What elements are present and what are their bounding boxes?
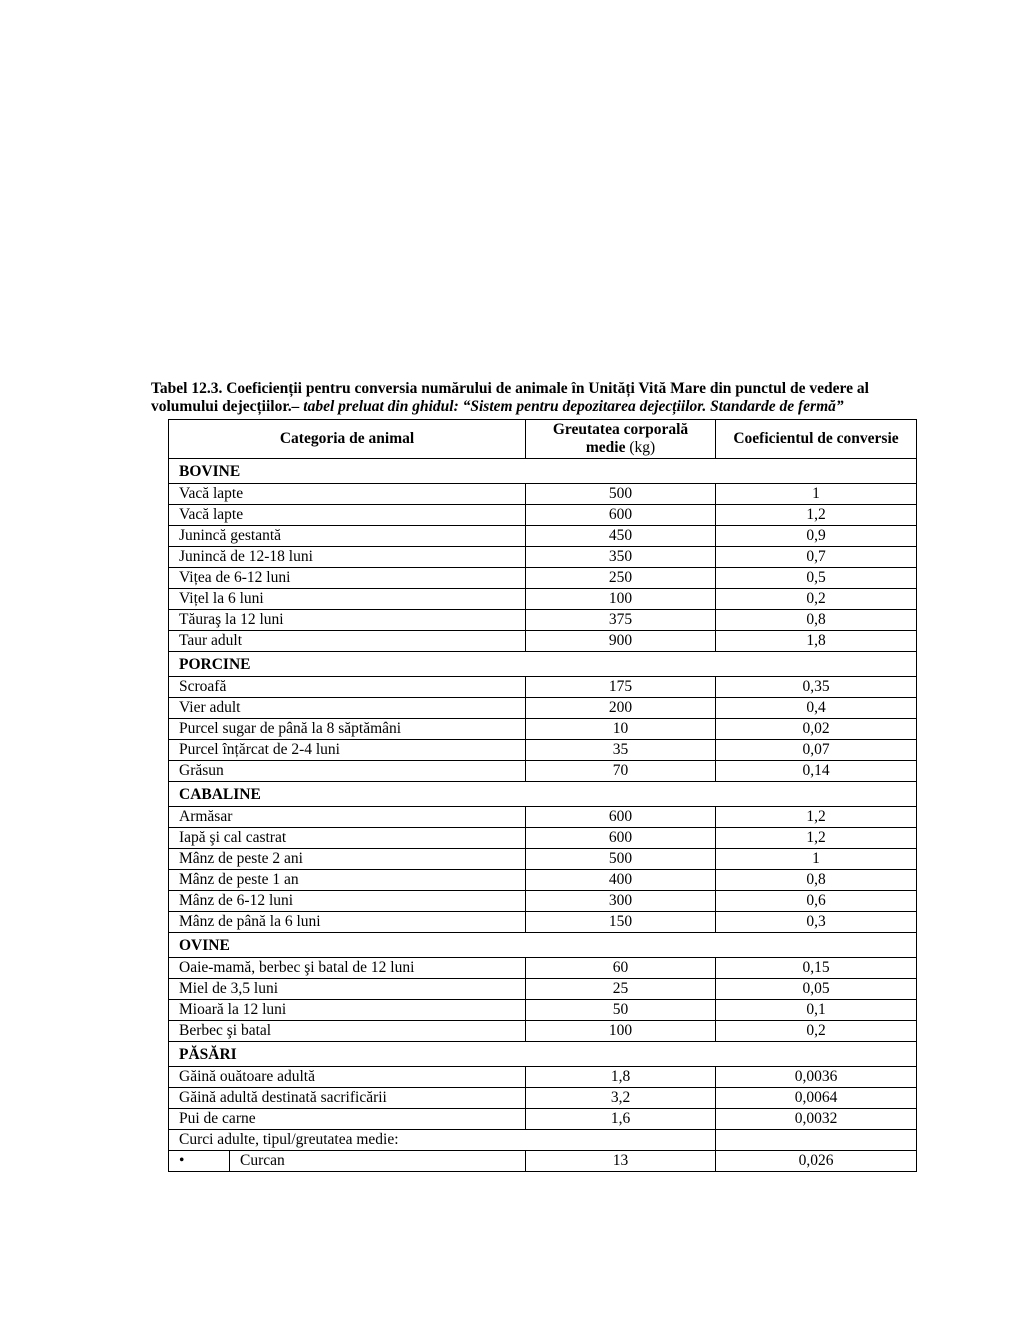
table-body <box>169 459 917 1172</box>
animal-category-cell: Vițel la 6 luni <box>169 589 526 610</box>
table-row <box>169 828 917 849</box>
coefficient-cell: 0,1 <box>716 1000 917 1021</box>
coefficient-cell: 1 <box>716 484 917 505</box>
animal-category-cell: Vițea de 6-12 luni <box>169 568 526 589</box>
animal-category-cell: Junincă gestantă <box>169 526 526 547</box>
coefficient-cell: 0,05 <box>716 979 917 1000</box>
coefficient-cell: 0,7 <box>716 547 917 568</box>
coefficient-cell: 1,2 <box>716 505 917 526</box>
coefficient-cell: 0,5 <box>716 568 917 589</box>
table-row <box>169 589 917 610</box>
table-header-row <box>169 420 917 459</box>
weight-cell: 175 <box>526 677 716 698</box>
empty-cell <box>716 1130 917 1151</box>
section-row <box>169 459 917 484</box>
weight-cell: 250 <box>526 568 716 589</box>
weight-cell: 900 <box>526 631 716 652</box>
weight-cell: 100 <box>526 1021 716 1042</box>
table-row <box>169 719 917 740</box>
table-row <box>169 979 917 1000</box>
section-row <box>169 1042 917 1067</box>
table-row <box>169 761 917 782</box>
section-row <box>169 782 917 807</box>
table-row <box>169 677 917 698</box>
animal-category-cell: Găină ouătoare adultă <box>169 1067 526 1088</box>
animal-category-cell: Grăsun <box>169 761 526 782</box>
table-row <box>169 1088 917 1109</box>
table-row <box>169 568 917 589</box>
section-row <box>169 652 917 677</box>
table-row <box>169 891 917 912</box>
table-row <box>169 912 917 933</box>
weight-cell: 600 <box>526 807 716 828</box>
coefficient-cell: 0,2 <box>716 1021 917 1042</box>
weight-cell: 25 <box>526 979 716 1000</box>
animal-category-cell: Pui de carne <box>169 1109 526 1130</box>
animal-category-cell: Găină adultă destinată sacrificării <box>169 1088 526 1109</box>
header-coefficient: Coeficientul de conversie <box>716 420 917 459</box>
weight-cell: 13 <box>526 1151 716 1172</box>
table-row <box>169 610 917 631</box>
section-row <box>169 933 917 958</box>
animal-category-cell: Vacă lapte <box>169 484 526 505</box>
weight-cell: 50 <box>526 1000 716 1021</box>
coefficient-cell: 1 <box>716 849 917 870</box>
weight-cell: 100 <box>526 589 716 610</box>
coefficient-cell: 0,0032 <box>716 1109 917 1130</box>
coefficient-cell: 0,14 <box>716 761 917 782</box>
caption-bold: Tabel 12.3. Coeficienții pentru conversia numărului de animale în Unități Vită Mare din punctul de vedere al <box>151 380 869 397</box>
conversion-table <box>168 419 917 1172</box>
animal-category-cell: Iapă şi cal castrat <box>169 828 526 849</box>
animal-category-cell: Oaie-mamă, berbec şi batal de 12 luni <box>169 958 526 979</box>
table-row <box>169 505 917 526</box>
weight-cell: 600 <box>526 828 716 849</box>
section-title: CABALINE <box>169 782 917 807</box>
weight-cell: 350 <box>526 547 716 568</box>
coefficient-cell: 0,35 <box>716 677 917 698</box>
weight-cell: 300 <box>526 891 716 912</box>
weight-cell: 10 <box>526 719 716 740</box>
table-caption <box>151 380 951 416</box>
coefficient-cell: 0,0064 <box>716 1088 917 1109</box>
weight-cell: 150 <box>526 912 716 933</box>
animal-category-cell: Purcel înțărcat de 2-4 luni <box>169 740 526 761</box>
section-title: PORCINE <box>169 652 917 677</box>
weight-cell: 600 <box>526 505 716 526</box>
weight-cell: 3,2 <box>526 1088 716 1109</box>
animal-category-cell: Mânz de 6-12 luni <box>169 891 526 912</box>
table-row <box>169 849 917 870</box>
table-row <box>169 698 917 719</box>
weight-cell: 200 <box>526 698 716 719</box>
section-title: OVINE <box>169 933 917 958</box>
coefficient-cell: 0,3 <box>716 912 917 933</box>
section-title: PĂSĂRI <box>169 1042 917 1067</box>
weight-cell: 1,6 <box>526 1109 716 1130</box>
caption-bold-2: volumului dejecțiilor. <box>151 398 292 415</box>
animal-category-cell: Mânz de peste 1 an <box>169 870 526 891</box>
table-row <box>169 958 917 979</box>
turkey-heading-cell: Curci adulte, tipul/greutatea medie: <box>169 1130 716 1151</box>
animal-category-cell: Curcan <box>230 1151 526 1172</box>
animal-category-cell: Berbec şi batal <box>169 1021 526 1042</box>
header-category: Categoria de animal <box>169 420 526 459</box>
table-row <box>169 1109 917 1130</box>
weight-cell: 1,8 <box>526 1067 716 1088</box>
weight-cell: 375 <box>526 610 716 631</box>
table-row <box>169 1067 917 1088</box>
animal-category-cell: Mioară la 12 luni <box>169 1000 526 1021</box>
header-weight <box>526 420 716 459</box>
coefficient-cell: 1,2 <box>716 807 917 828</box>
animal-category-cell: Vier adult <box>169 698 526 719</box>
table-row <box>169 1000 917 1021</box>
animal-category-cell: Junincă de 12-18 luni <box>169 547 526 568</box>
animal-category-cell: Miel de 3,5 luni <box>169 979 526 1000</box>
header-weight-label: Greutatea corporală medie <box>552 421 689 456</box>
weight-cell: 450 <box>526 526 716 547</box>
coefficient-cell: 0,07 <box>716 740 917 761</box>
table-row <box>169 1021 917 1042</box>
table-row <box>169 1151 917 1172</box>
table-row <box>169 547 917 568</box>
animal-category-cell: Vacă lapte <box>169 505 526 526</box>
header-weight-unit: (kg) <box>629 439 656 456</box>
animal-category-cell: Taur adult <box>169 631 526 652</box>
coefficient-cell: 0,8 <box>716 610 917 631</box>
coefficient-cell: 1,2 <box>716 828 917 849</box>
weight-cell: 400 <box>526 870 716 891</box>
coefficient-cell: 1,8 <box>716 631 917 652</box>
animal-category-cell: Scroafă <box>169 677 526 698</box>
table-row <box>169 484 917 505</box>
coefficient-cell: 0,2 <box>716 589 917 610</box>
coefficient-cell: 0,026 <box>716 1151 917 1172</box>
table-row <box>169 807 917 828</box>
animal-category-cell: Armăsar <box>169 807 526 828</box>
table-row <box>169 526 917 547</box>
coefficient-cell: 0,4 <box>716 698 917 719</box>
bullet-cell: • <box>169 1151 230 1172</box>
table-row <box>169 740 917 761</box>
animal-category-cell: Mânz de peste 2 ani <box>169 849 526 870</box>
coefficient-cell: 0,9 <box>716 526 917 547</box>
weight-cell: 35 <box>526 740 716 761</box>
table-row <box>169 1130 917 1151</box>
caption-italic: – tabel preluat din ghidul: “Sistem pentru depozitarea dejecțiilor. Standarde de fermă” <box>291 398 844 415</box>
coefficient-cell: 0,15 <box>716 958 917 979</box>
coefficient-cell: 0,6 <box>716 891 917 912</box>
weight-cell: 70 <box>526 761 716 782</box>
animal-category-cell: Purcel sugar de până la 8 săptămâni <box>169 719 526 740</box>
animal-category-cell: Tăuraş la 12 luni <box>169 610 526 631</box>
table-row <box>169 870 917 891</box>
weight-cell: 60 <box>526 958 716 979</box>
weight-cell: 500 <box>526 484 716 505</box>
animal-category-cell: Mânz de până la 6 luni <box>169 912 526 933</box>
table-row <box>169 631 917 652</box>
section-title: BOVINE <box>169 459 917 484</box>
coefficient-cell: 0,0036 <box>716 1067 917 1088</box>
weight-cell: 500 <box>526 849 716 870</box>
coefficient-cell: 0,8 <box>716 870 917 891</box>
coefficient-cell: 0,02 <box>716 719 917 740</box>
